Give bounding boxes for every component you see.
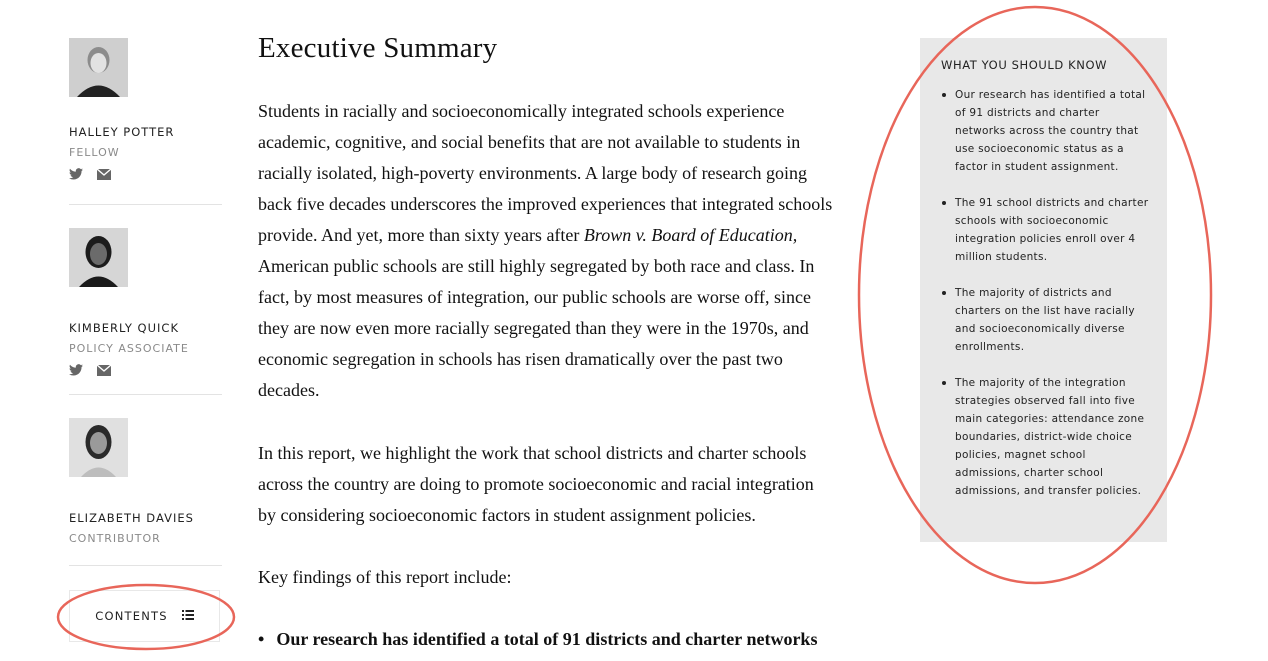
- article-body: [258, 28, 888, 649]
- author-social-links: [69, 362, 189, 376]
- twitter-icon[interactable]: [69, 167, 85, 179]
- avatar[interactable]: [69, 228, 128, 287]
- paragraph-line: Students in racially and socioeconomically integrated schools experience: [258, 101, 785, 121]
- divider: [69, 565, 222, 566]
- page-title: Executive Summary: [258, 32, 498, 64]
- paragraph-line: academic, cognitive, and social benefits that are not available to students in: [258, 132, 801, 152]
- avatar[interactable]: [69, 418, 128, 477]
- what-you-should-know-callout: [920, 38, 1167, 542]
- paragraph-report: [258, 438, 814, 531]
- callout-list: [941, 86, 1149, 500]
- paragraph-line: [258, 220, 832, 251]
- author-name[interactable]: ELIZABETH DAVIES: [69, 511, 194, 525]
- author-role: FELLOW: [69, 146, 120, 159]
- avatar[interactable]: [69, 38, 128, 97]
- paragraph-line: fact, by most measures of integration, our public schools are worse off, since: [258, 287, 812, 307]
- callout-item: The majority of districts and charters on the list have racially and socioeconomically diverse enrollments.: [941, 284, 1149, 356]
- callout-title: WHAT YOU SHOULD KNOW: [941, 58, 1108, 72]
- author-card-kimberly-quick: [69, 228, 189, 376]
- twitter-icon[interactable]: [69, 363, 85, 375]
- bullet-icon: •: [258, 629, 265, 649]
- paragraph-intro: [258, 96, 832, 406]
- author-role: POLICY ASSOCIATE: [69, 342, 189, 355]
- paragraph-key-findings: Key findings of this report include:: [258, 567, 512, 587]
- divider: [69, 204, 222, 205]
- paragraph-line: racially isolated, high-poverty environments. A large body of research going: [258, 163, 808, 183]
- paragraph-line: decades.: [258, 380, 320, 400]
- author-card-halley-potter: [69, 38, 174, 180]
- callout-item: Our research has identified a total of 91 districts and charter networks across the country that use socioeconomic status as a factor in student assignment.: [941, 86, 1149, 176]
- case-name: Brown v. Board of Education,: [583, 225, 798, 245]
- callout-item: The majority of the integration strategies observed fall into five main categories: attendance zone boundaries, district-wide choice policies, magnet school admissions, charter school admissions, and transfer policies.: [941, 374, 1149, 500]
- paragraph-text: provide. And yet, more than sixty years after: [258, 225, 584, 245]
- finding-text: Our research has identified a total of 91 districts and charter networks: [276, 629, 818, 649]
- author-role: CONTRIBUTOR: [69, 532, 161, 545]
- paragraph-line: across the country are doing to promote socioeconomic and racial integration: [258, 474, 814, 494]
- paragraph-line: In this report, we highlight the work that school districts and charter schools: [258, 443, 807, 463]
- author-card-elizabeth-davies: [69, 418, 194, 545]
- author-social-links: [69, 166, 174, 180]
- paragraph-line: American public schools are still highly segregated by both race and class. In: [258, 256, 815, 276]
- list-icon: [182, 609, 194, 623]
- contents-label: CONTENTS: [95, 609, 168, 623]
- callout-item: The 91 school districts and charter schools with socioeconomic integration policies enroll over 4 million students.: [941, 194, 1149, 266]
- author-name[interactable]: HALLEY POTTER: [69, 125, 175, 139]
- contents-button[interactable]: [69, 590, 220, 642]
- finding-item: [258, 624, 817, 655]
- mail-icon[interactable]: [97, 363, 113, 375]
- divider: [69, 394, 222, 395]
- paragraph-line: by considering socioeconomic factors in student assignment policies.: [258, 505, 756, 525]
- paragraph-line: economic segregation in schools has risen dramatically over the past two: [258, 349, 783, 369]
- author-name[interactable]: KIMBERLY QUICK: [69, 321, 179, 335]
- mail-icon[interactable]: [97, 167, 113, 179]
- paragraph-line: back five decades underscores the improved experiences that integrated schools: [258, 194, 833, 214]
- paragraph-line: they are now even more racially segregated than they were in the 1970s, and: [258, 318, 809, 338]
